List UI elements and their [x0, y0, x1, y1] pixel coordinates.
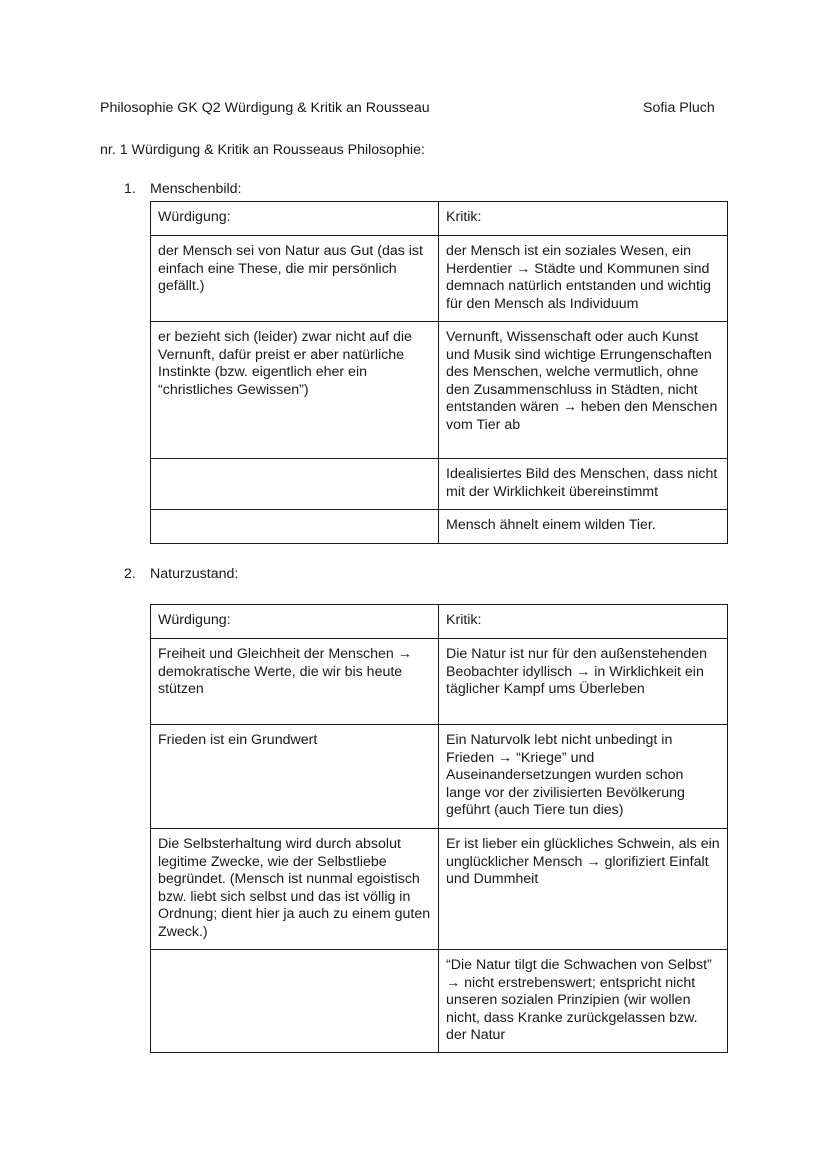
table-row: [151, 459, 728, 510]
header-cell-wuerdigung: Würdigung:: [151, 605, 439, 639]
list-number: 1.: [124, 181, 136, 197]
menschenbild-table: [150, 201, 728, 544]
table-cell: Mensch ähnelt einem wilden Tier.: [439, 510, 728, 544]
table-cell: [151, 459, 439, 510]
table-cell: Er ist lieber ein glückliches Schwein, als ein unglücklicher Mensch → glorifiziert Einfalt und Dummheit: [439, 829, 728, 950]
section-heading: nr. 1 Würdigung & Kritik an Rousseaus Philosophie:: [100, 142, 425, 158]
list-number: 2.: [124, 566, 136, 582]
list-item-title: Menschenbild:: [150, 181, 242, 197]
table-cell: Vernunft, Wissenschaft oder auch Kunst und Musik sind wichtige Errungenschaften des Menschen, welche vermutlich, ohne den Zusammenschluss in Städten, nicht entstanden wären → heben den Menschen vom Tier ab: [439, 322, 728, 459]
table-header-row: [151, 202, 728, 236]
table-header-row: [151, 605, 728, 639]
table-cell: [151, 510, 439, 544]
table-cell: Frieden ist ein Grundwert: [151, 725, 439, 829]
author-name: Sofia Pluch: [643, 100, 715, 116]
table-row: [151, 322, 728, 459]
table-row: [151, 236, 728, 322]
list-item-menschenbild: [124, 181, 242, 199]
table-cell: Idealisiertes Bild des Menschen, dass nicht mit der Wirklichkeit übereinstimmt: [439, 459, 728, 510]
header-cell-kritik: Kritik:: [439, 605, 728, 639]
table-cell: er bezieht sich (leider) zwar nicht auf die Vernunft, dafür preist er aber natürliche Instinkte (bzw. eigentlich eher ein “christliches Gewissen”): [151, 322, 439, 459]
table-cell: Ein Naturvolk lebt nicht unbedingt in Frieden → “Kriege” und Auseinandersetzungen wurden schon lange vor der zivilisierten Bevölkerung geführt (auch Tiere tun dies): [439, 725, 728, 829]
table-cell: Die Natur ist nur für den außenstehenden Beobachter idyllisch → in Wirklichkeit ein täglicher Kampf ums Überleben: [439, 639, 728, 725]
document-title: Philosophie GK Q2 Würdigung & Kritik an Rousseau: [100, 100, 430, 116]
header-cell-kritik: Kritik:: [439, 202, 728, 236]
table-cell: Die Selbsterhaltung wird durch absolut legitime Zwecke, wie der Selbstliebe begründet. (Mensch ist nunmal egoistisch bzw. liebt sich selbst und das ist völlig in Ordnung; dient hier ja auch zu einem guten Zweck.): [151, 829, 439, 950]
table-cell: “Die Natur tilgt die Schwachen von Selbst” → nicht erstrebenswert; entspricht nicht unseren sozialen Prinzipien (wir wollen nicht, dass Kranke zurückgelassen bzw. der Natur: [439, 950, 728, 1053]
table-cell: der Mensch sei von Natur aus Gut (das ist einfach eine These, die mir persönlich gefällt.): [151, 236, 439, 322]
header-cell-wuerdigung: Würdigung:: [151, 202, 439, 236]
table-row: [151, 950, 728, 1053]
table-row: [151, 639, 728, 725]
table-row: [151, 510, 728, 544]
table-cell: Freiheit und Gleichheit der Menschen → demokratische Werte, die wir bis heute stützen: [151, 639, 439, 725]
table-cell: [151, 950, 439, 1053]
table-cell: der Mensch ist ein soziales Wesen, ein Herdentier → Städte und Kommunen sind demnach natürlich entstanden und wichtig für den Mensch als Individuum: [439, 236, 728, 322]
naturzustand-table: [150, 604, 728, 1053]
table-row: [151, 829, 728, 950]
list-item-naturzustand: [124, 566, 238, 584]
table-row: [151, 725, 728, 829]
list-item-title: Naturzustand:: [150, 566, 239, 582]
